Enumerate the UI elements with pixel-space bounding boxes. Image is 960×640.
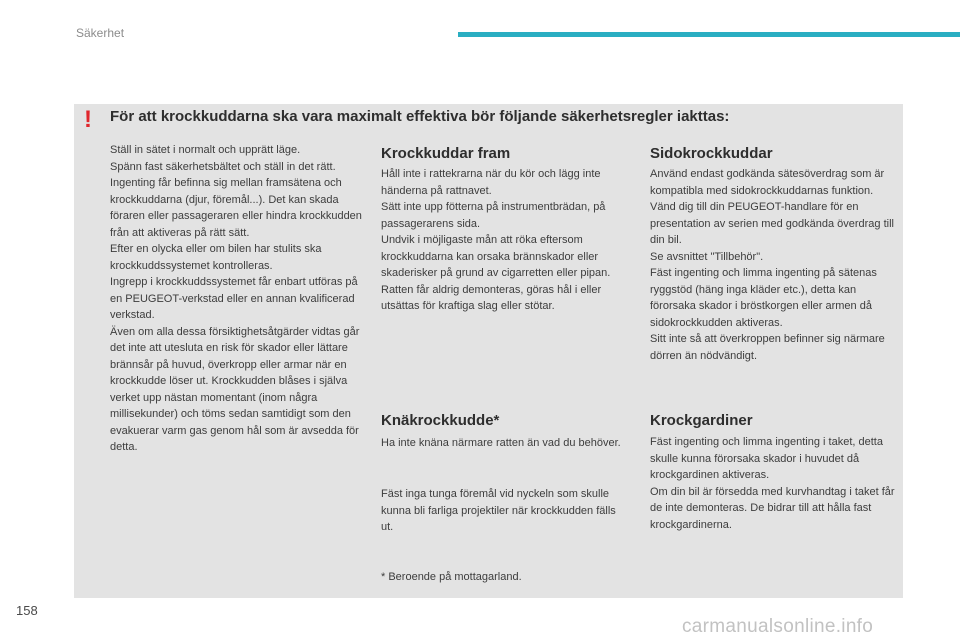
- side-airbags-heading: Sidokrockkuddar: [650, 145, 773, 162]
- exclamation-warning-icon: !: [84, 106, 92, 133]
- side-airbags-text: Använd endast godkända sätesöverdrag som är kompatibla med sidokrockkuddarnas funktion. Vänd dig till din PEUGEOT-handlare för en presentation av serien med godkända överdrag till din bil. Se avsnittet "Tillbehör". Fäst ingenting och limma ingenting på sätenas ryggstöd (häng inga kläder etc.), detta kan förorsaka skador i bröstkorgen eller armen då sidokrockkudden aktiveras. Sitt inte så att överkroppen befinner sig närmare dörren än nödvändigt.: [650, 168, 894, 362]
- knee-airbag-text-1: Ha inte knäna närmare ratten än vad du behöver.: [381, 437, 621, 449]
- notice-title: För att krockkuddarna ska vara maximalt effektiva bör följande säkerhetsregler iakttas:: [110, 108, 730, 125]
- section-label: Säkerhet: [76, 26, 125, 40]
- curtain-airbags-heading: Krockgardiner: [650, 412, 753, 429]
- footnote: * Beroende på mottagarland.: [381, 571, 522, 583]
- front-airbags-text: Håll inte i rattekrarna när du kör och lägg inte händerna på rattnavet. Sätt inte upp fötterna på instrumentbrädan, på passagerarens sida. Undvik i möjligaste mån att röka eftersom krockkuddarna kan orsaka brännskador eller skaderisker på grund av cigarretten eller pipan. Ratten får aldrig demonteras, göras hål i eller utsättas för kraftiga slag eller stötar.: [381, 168, 611, 312]
- page-number: 158: [16, 603, 38, 618]
- knee-airbag-text-2: Fäst inga tunga föremål vid nyckeln som skulle kunna bli farliga projektiler när krockkudden fälls ut.: [381, 488, 616, 533]
- front-airbags-heading: Krockkuddar fram: [381, 145, 511, 162]
- intro-text: Ställ in sätet i normalt och upprätt läge. Spänn fast säkerhetsbältet och ställ in det rätt. Ingenting får befinna sig mellan framsätena och krockkuddarna (djur, föremål...). Det kan skada föraren eller passageraren eller hindra krockkudden från att aktiveras på rätt sätt. Efter en olycka eller om bilen har stulits ska krockkuddssystemet kontrolleras. Ingrepp i krockkuddssystemet får enbart utföras på en PEUGEOT-verkstad eller en annan kvalificerad verkstad. Även om alla dessa försiktighetsåtgärder vidtas går det inte att utesluta en risk för skador eller lättare brännsår på huvud, överkropp eller armar när en krockkudde löser ut. Krockkudden blåses i själva verket upp nästan momentant (inom några millisekunder) och töms sedan samtidigt som den evakuerar varm gas genom hål som är avsedda för detta.: [110, 144, 362, 453]
- curtain-airbags-text: Fäst ingenting och limma ingenting i taket, detta skulle kunna förorsaka skador i huvudet då krockgardinen aktiveras. Om din bil är försedda med kurvhandtag i taket får de inte demonteras. De bidrar till att hålla fast krockgardinerna.: [650, 436, 895, 531]
- header-accent-bar: [458, 32, 960, 37]
- watermark: carmanualsonline.info: [682, 616, 874, 637]
- knee-airbag-heading: Knäkrockkudde*: [381, 412, 500, 429]
